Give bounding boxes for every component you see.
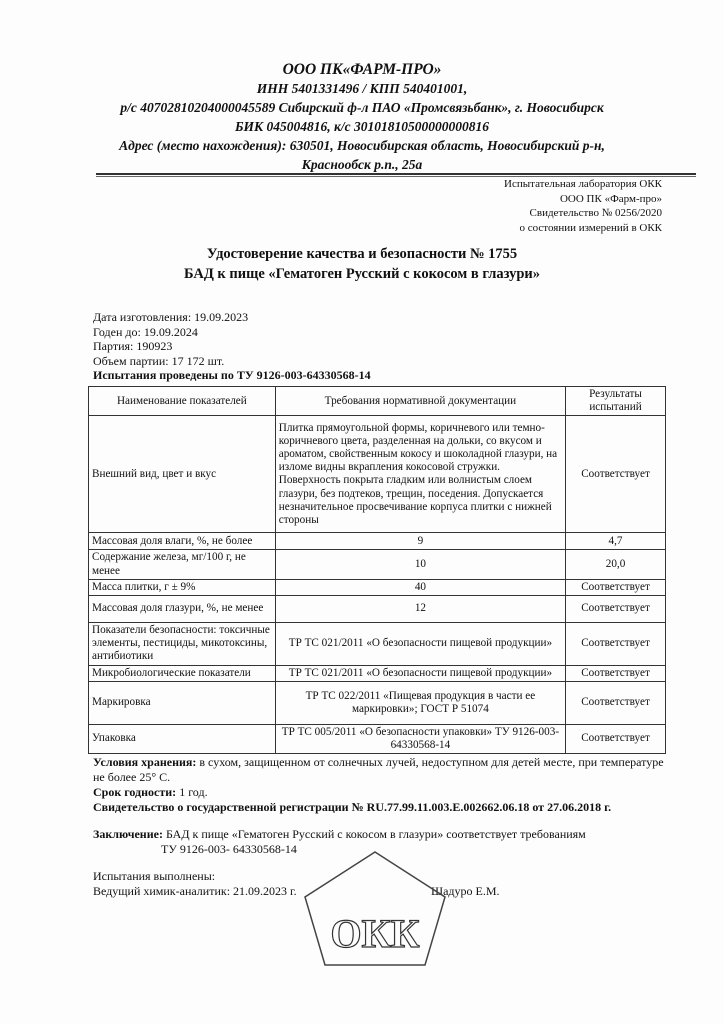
requirement-cell: ТР ТС 005/2011 «О безопасности упаковки» ТУ 9126-003-64330568-14 bbox=[275, 724, 565, 753]
title-line: БАД к пище «Гематоген Русский с кокосом в глазури» bbox=[183, 266, 541, 282]
indicator-cell: Масса плитки, г ± 9% bbox=[89, 579, 276, 595]
lab-line: ООО ПК «Фарм-про» bbox=[559, 192, 662, 205]
okk-stamp-icon bbox=[300, 847, 450, 967]
requirement-cell: 10 bbox=[275, 550, 565, 579]
lab-line: Свидетельство № 0256/2020 bbox=[529, 207, 662, 219]
indicator-cell: Массовая доля глазури, %, не менее bbox=[89, 596, 276, 623]
conclusion-standard: ТУ 9126-003- 64330568-14 bbox=[161, 842, 297, 857]
address-2: Краснообск р.п., 25а bbox=[301, 157, 423, 172]
result-cell: Соответствует bbox=[566, 623, 666, 666]
requirement-cell: ТР ТС 021/2011 «О безопасности пищевой продукции» bbox=[275, 665, 565, 681]
result-cell: Соответствует bbox=[566, 724, 666, 753]
indicator-cell: Содержание железа, мг/100 г, не менее bbox=[89, 550, 276, 579]
batch-info bbox=[93, 310, 371, 383]
chemist: Ведущий химик-аналитик: 21.09.2023 г. bbox=[93, 884, 297, 899]
column-header: Результаты испытаний bbox=[566, 387, 666, 416]
requirement-cell: 40 bbox=[275, 579, 565, 595]
footer bbox=[93, 755, 668, 957]
lab-info bbox=[504, 177, 662, 235]
requirement-cell: ТР ТС 021/2011 «О безопасности пищевой продукции» bbox=[275, 623, 565, 666]
title-line: Удостоверение качества и безопасности № 1755 bbox=[206, 246, 518, 262]
result-cell: Соответствует bbox=[566, 579, 666, 595]
address: Адрес (место нахождения): 630501, Новосибирская область, Новосибирский р-н, bbox=[119, 138, 605, 153]
indicator-cell: Показатели безопасности: токсичные элементы, пестициды, микотоксины, антибиотики bbox=[89, 623, 276, 666]
table-row bbox=[89, 724, 666, 753]
indicator-cell: Массовая доля влаги, %, не более bbox=[89, 533, 276, 550]
table-row bbox=[89, 665, 666, 681]
conclusion: Заключение: БАД к пище «Гематоген Русский с кокосом в глазури» соответствует требованиям bbox=[93, 827, 586, 842]
body-flow bbox=[88, 386, 668, 957]
requirement-cell: 9 bbox=[275, 533, 565, 550]
table-row bbox=[89, 681, 666, 724]
storage-conditions: Условия хранения: в сухом, защищенном от солнечных лучей, недоступном для детей месте, при температуре не более 25° С. bbox=[93, 755, 664, 785]
chemist-name: Шадуро Е.М. bbox=[431, 884, 500, 899]
manufacture-date: Дата изготовления: 19.09.2023 bbox=[93, 310, 249, 324]
column-header: Наименование показателей bbox=[89, 387, 276, 416]
inn: ИНН 5401331496 / КПП 540401001, bbox=[256, 81, 468, 96]
table-row bbox=[89, 579, 666, 595]
expiry-date: Годен до: 19.09.2024 bbox=[93, 324, 198, 339]
stamp-text: ОКК bbox=[330, 911, 420, 957]
performed-label: Испытания выполнены: bbox=[93, 869, 216, 884]
indicator-cell: Упаковка bbox=[89, 724, 276, 753]
company-name: ООО ПК«ФАРМ-ПРО» bbox=[282, 61, 442, 78]
requirement-cell: 12 bbox=[275, 596, 565, 623]
table-row bbox=[89, 533, 666, 550]
table-row bbox=[89, 596, 666, 623]
lab-line: Испытательная лаборатория ОКК bbox=[504, 178, 662, 190]
indicator-cell: Маркировка bbox=[89, 681, 276, 724]
results-table bbox=[88, 386, 666, 754]
table-row bbox=[89, 623, 666, 666]
bik: БИК 045004816, к/с 30101810500000000816 bbox=[234, 119, 490, 134]
result-cell: Соответствует bbox=[566, 596, 666, 623]
document-title bbox=[0, 244, 724, 284]
result-cell: 20,0 bbox=[566, 550, 666, 579]
result-cell: 4,7 bbox=[566, 533, 666, 550]
letterhead bbox=[0, 60, 724, 174]
batch-volume: Объем партии: 17 172 шт. bbox=[93, 353, 225, 368]
table-row bbox=[89, 416, 666, 533]
shelf-life: Срок годности: 1 год. bbox=[93, 785, 208, 800]
result-cell: Соответствует bbox=[566, 681, 666, 724]
requirement-cell: ТР ТС 022/2011 «Пищевая продукция в части ее маркировки»; ГОСТ Р 51074 bbox=[275, 681, 565, 724]
table-row bbox=[89, 550, 666, 579]
result-cell: Соответствует bbox=[566, 416, 666, 533]
column-header: Требования нормативной документации bbox=[275, 387, 565, 416]
result-cell: Соответствует bbox=[566, 665, 666, 681]
lab-line: о состоянии измерений в ОКК bbox=[519, 221, 662, 234]
batch-number: Партия: 190923 bbox=[93, 339, 173, 353]
registration: Свидетельство о государственной регистрации № RU.77.99.11.003.Е.002662.06.18 от 27.06.2018 г. bbox=[93, 800, 612, 815]
indicator-cell: Внешний вид, цвет и вкус bbox=[89, 416, 276, 533]
indicator-cell: Микробиологические показатели bbox=[89, 665, 276, 681]
test-standard: Испытания проведены по ТУ 9126-003-64330568-14 bbox=[93, 368, 371, 382]
account: р/с 40702810204000045589 Сибирский ф-л ПАО «Промсвязьбанк», г. Новосибирск bbox=[120, 100, 604, 115]
requirement-cell: Плитка прямоугольной формы, коричневого или темно-коричневого цвета, разделенная на дольки, со вкусом и ароматом, свойственным кокосу и шоколадной глазури, на изломе видны вкрапления кокосовой стружки. Поверхность покрыта гладким или волнистым слоем глазури, без подтеков, трещин, поседения. Допускается незначительное просвечивание корпуса плитки с нижней стороны bbox=[275, 416, 565, 533]
